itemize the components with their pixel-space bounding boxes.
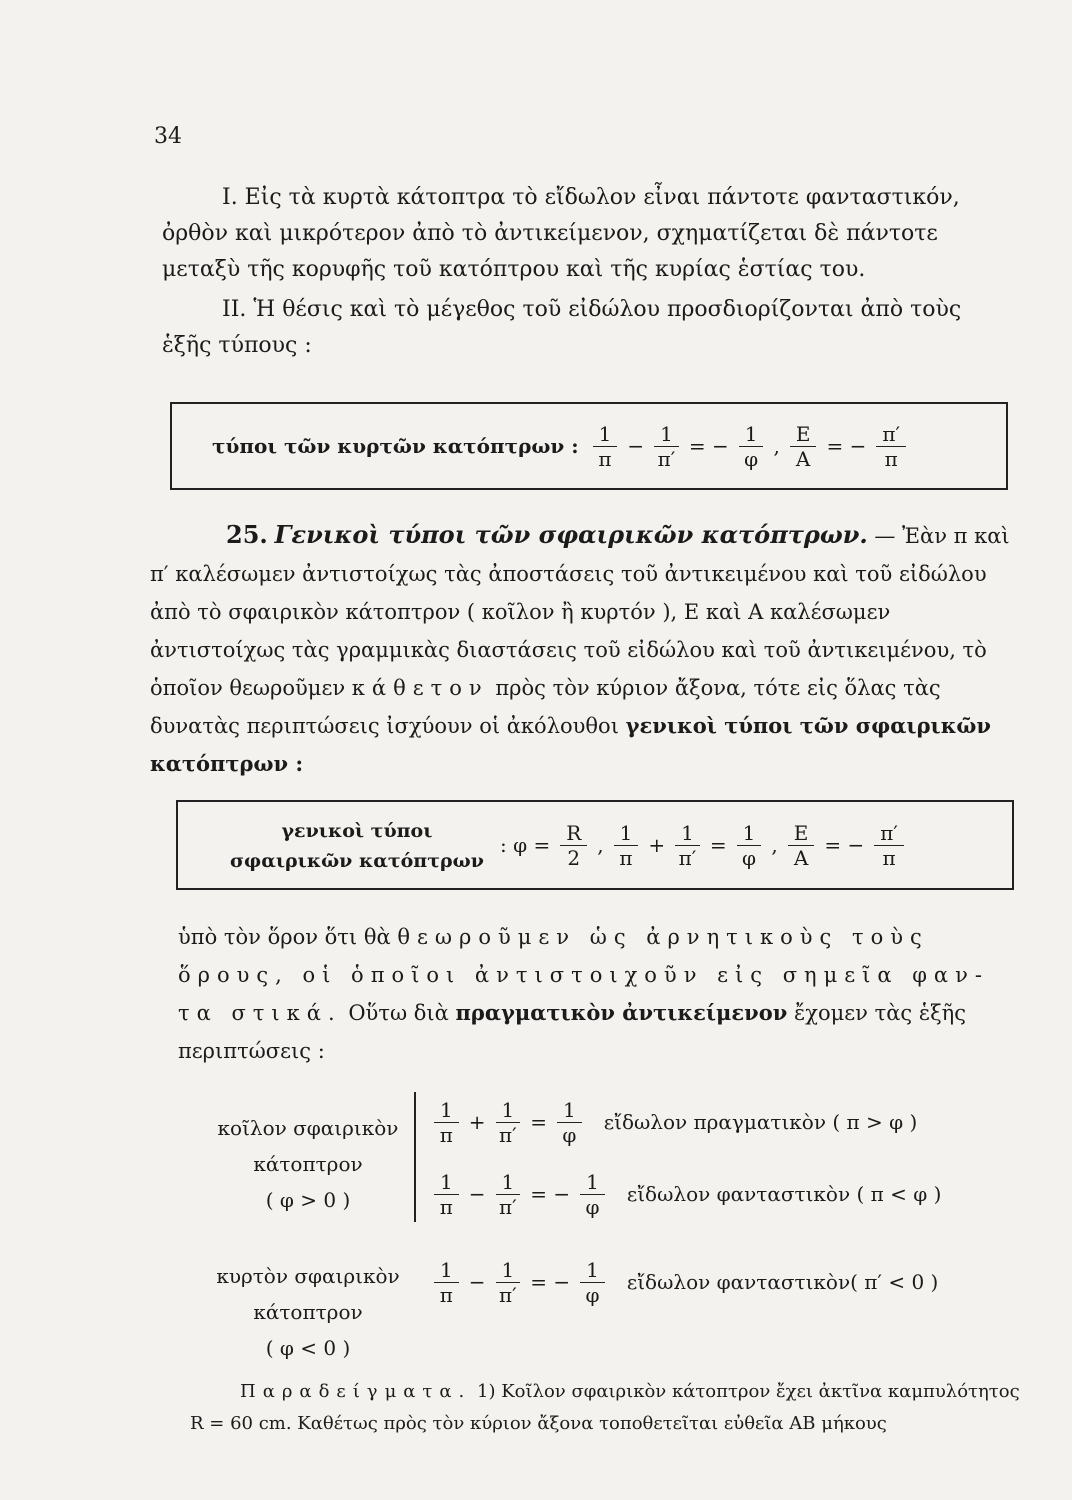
denominator: π′ [657,446,676,471]
denominator: π [439,1282,453,1307]
fraction [434,1258,459,1307]
denominator: π [439,1194,453,1219]
section-bold-end: γενικοὶ τύποι τῶν σφαιρικῶν κατόπτρων : [150,713,992,776]
section-body-2: πρὸς τὸν κύριον ἄξονα, τότε εἰς ὅλας τὰς δυνατὰς περιπτώσεις ἰσχύουν οἱ ἀκόλουθοι [150,676,941,738]
denominator: π′ [678,845,697,870]
label-line: κάτοπτρον [253,1300,363,1324]
numerator: E [790,422,817,447]
emphasis-spaced: κάθετον [351,676,489,700]
operator: = − [530,1182,571,1206]
denominator: A [795,446,811,471]
numerator: 1 [496,1258,521,1283]
denominator: φ [585,1194,600,1219]
section-25 [150,516,1016,783]
numerator: 1 [434,1170,459,1195]
numerator: 1 [580,1258,605,1283]
emphasis-spaced: ὅρους, οἱ ὁποῖοι ἀντιστοιχοῦν εἰς σημεῖα φαν- [178,963,989,987]
examples-block [190,1376,1036,1440]
numerator: 1 [675,821,700,846]
label-line: γενικοὶ τύποι [281,820,433,842]
label-line: κάτοπτρον [253,1152,363,1176]
numerator: 1 [496,1098,521,1123]
text: Οὕτω διὰ [348,1001,449,1025]
numerator: E [788,821,815,846]
case-result: εἴδωλον πραγματικὸν ( π > φ ) [603,1110,918,1134]
label-line: κοῖλον σφαιρικὸν [217,1116,399,1140]
fraction [874,821,904,870]
convex-formulas-label: τύποι τῶν κυρτῶν κατόπτρων : [212,434,579,458]
operator: + [468,1110,486,1134]
denominator: π [882,845,896,870]
operator: + [648,833,666,857]
denominator: A [793,845,809,870]
operator: − [468,1182,486,1206]
examples-label: Παραδείγματα. [240,1381,472,1402]
operator: : φ = [500,833,551,857]
fraction [614,821,639,870]
label-line: ( φ < 0 ) [265,1336,351,1360]
section-number: 25. [226,520,268,549]
fraction [654,422,679,471]
denominator: π′ [499,1194,517,1219]
operator: = − [826,434,867,458]
case-real-formula [430,1092,917,1152]
denominator: π′ [499,1122,517,1147]
rule-i: I. Εἰς τὰ κυρτὰ κάτοπτρα τὸ εἴδωλον εἶναι πάντοτε φανταστικόν, ὀρθὸν καὶ μικρότερον ἀπὸ τὸ ἀντικείμενον, σχηματίζεται δὲ πάντοτε μεταξὺ τῆς κορυφῆς τοῦ κατόπτρου καὶ τῆς κυρίας ἑστίας του. [162,185,960,282]
section-title: Γενικοὶ τύποι τῶν σφαιρικῶν κατόπτρων. [274,520,868,549]
fraction [675,821,700,870]
denominator: φ [562,1122,577,1147]
operator: , [597,833,604,857]
numerator: 1 [739,422,764,447]
denominator: π′ [499,1282,517,1307]
fraction [580,1170,605,1219]
fraction [560,821,587,870]
rule-ii: II. Ἡ θέσις καὶ τὸ μέγεθος τοῦ εἰδώλου προσδιορίζονται ἀπὸ τοὺς ἑξῆς τύπους : [162,297,962,358]
operator: − [627,434,645,458]
concave-case-label [188,1110,428,1218]
operator: = − [824,833,865,857]
convex-formulas-box [170,402,1008,490]
denominator: φ [742,845,757,870]
fraction [580,1258,605,1307]
fraction [496,1098,521,1147]
operator: = − [530,1270,571,1294]
fraction [434,1098,459,1147]
fraction [557,1098,582,1147]
denominator: π [619,845,633,870]
fraction [593,422,618,471]
rules-block [162,180,1004,364]
section-body-1: — Ἐὰν π καὶ π′ καλέσωμεν ἀντιστοίχως τὰς ἀποστάσεις τοῦ ἀντικειμένου καὶ τοῦ εἰδώλου ἀπὸ τὸ σφαιρικὸν κάτοπτρον ( κοῖλον ἢ κυρτόν ), Ε καὶ Α καλέσωμεν ἀντιστοίχως τὰς γραμμικὰς διαστάσεις τοῦ εἰδώλου καὶ τοῦ ἀντικειμένου, τὸ ὁποῖον θεωροῦμεν [150,524,1010,700]
fraction [790,422,817,471]
denominator: π [439,1122,453,1147]
numerator: 1 [614,821,639,846]
numerator: 1 [496,1170,521,1195]
general-formulas-box [176,800,1014,890]
operator: = [530,1110,547,1134]
fraction [434,1170,459,1219]
operator: , [773,434,780,458]
operator: , [771,833,778,857]
operator: − [468,1270,486,1294]
label-line: σφαιρικῶν κατόπτρων [230,850,484,872]
fraction [737,821,762,870]
numerator: π′ [874,821,904,846]
numerator: 1 [557,1098,582,1123]
text: ὑπὸ τὸν ὅρον ὅτι θὰ [178,925,391,949]
fraction [876,422,906,471]
fraction [739,422,764,471]
general-formulas-label [230,816,484,876]
bold-text: πραγματικὸν ἀντικείμενον [455,1000,788,1025]
denominator: φ [585,1282,600,1307]
examples-text: 1) Κοῖλον σφαιρικὸν κάτοπτρον ἔχει ἀκτῖνα καμπυλότητος R = 60 cm. Καθέτως πρὸς τὸν κύριον ἄξονα τοποθετεῖται εὐθεῖα ΑΒ μήκους [190,1381,1020,1434]
numerator: 1 [434,1098,459,1123]
denominator: π [884,446,898,471]
fraction [496,1170,521,1219]
fraction [788,821,815,870]
numerator: π′ [876,422,906,447]
fraction [496,1258,521,1307]
denominator: π [598,446,612,471]
case-bracket [414,1092,416,1222]
operator: = − [688,434,729,458]
emphasis-spaced: θεωροῦμεν ὡς ἀρνητικοὺς τοὺς [397,925,929,949]
label-line: κυρτὸν σφαιρικὸν [216,1264,400,1288]
numerator: 1 [434,1258,459,1283]
numerator: 1 [737,821,762,846]
numerator: 1 [593,422,618,447]
emphasis-spaced: τα στικά. [178,1001,342,1025]
after-box-text [178,918,1018,1070]
page-number: 34 [154,124,182,149]
case-virtual-formula [430,1164,941,1224]
numerator: 1 [654,422,679,447]
operator: = [709,833,727,857]
denominator: 2 [567,845,581,870]
convex-case-label [188,1258,428,1366]
denominator: φ [744,446,759,471]
text: ἔχομεν τὰς ἑξῆς [793,1001,967,1025]
numerator: 1 [580,1170,605,1195]
case-result: εἴδωλον φανταστικὸν( π′ < 0 ) [626,1270,939,1294]
text: περιπτώσεις : [178,1039,325,1063]
case-result: εἴδωλον φανταστικὸν ( π < φ ) [626,1182,942,1206]
numerator: R [560,821,587,846]
case-convex-formula [430,1252,938,1312]
label-line: ( φ > 0 ) [265,1188,351,1212]
